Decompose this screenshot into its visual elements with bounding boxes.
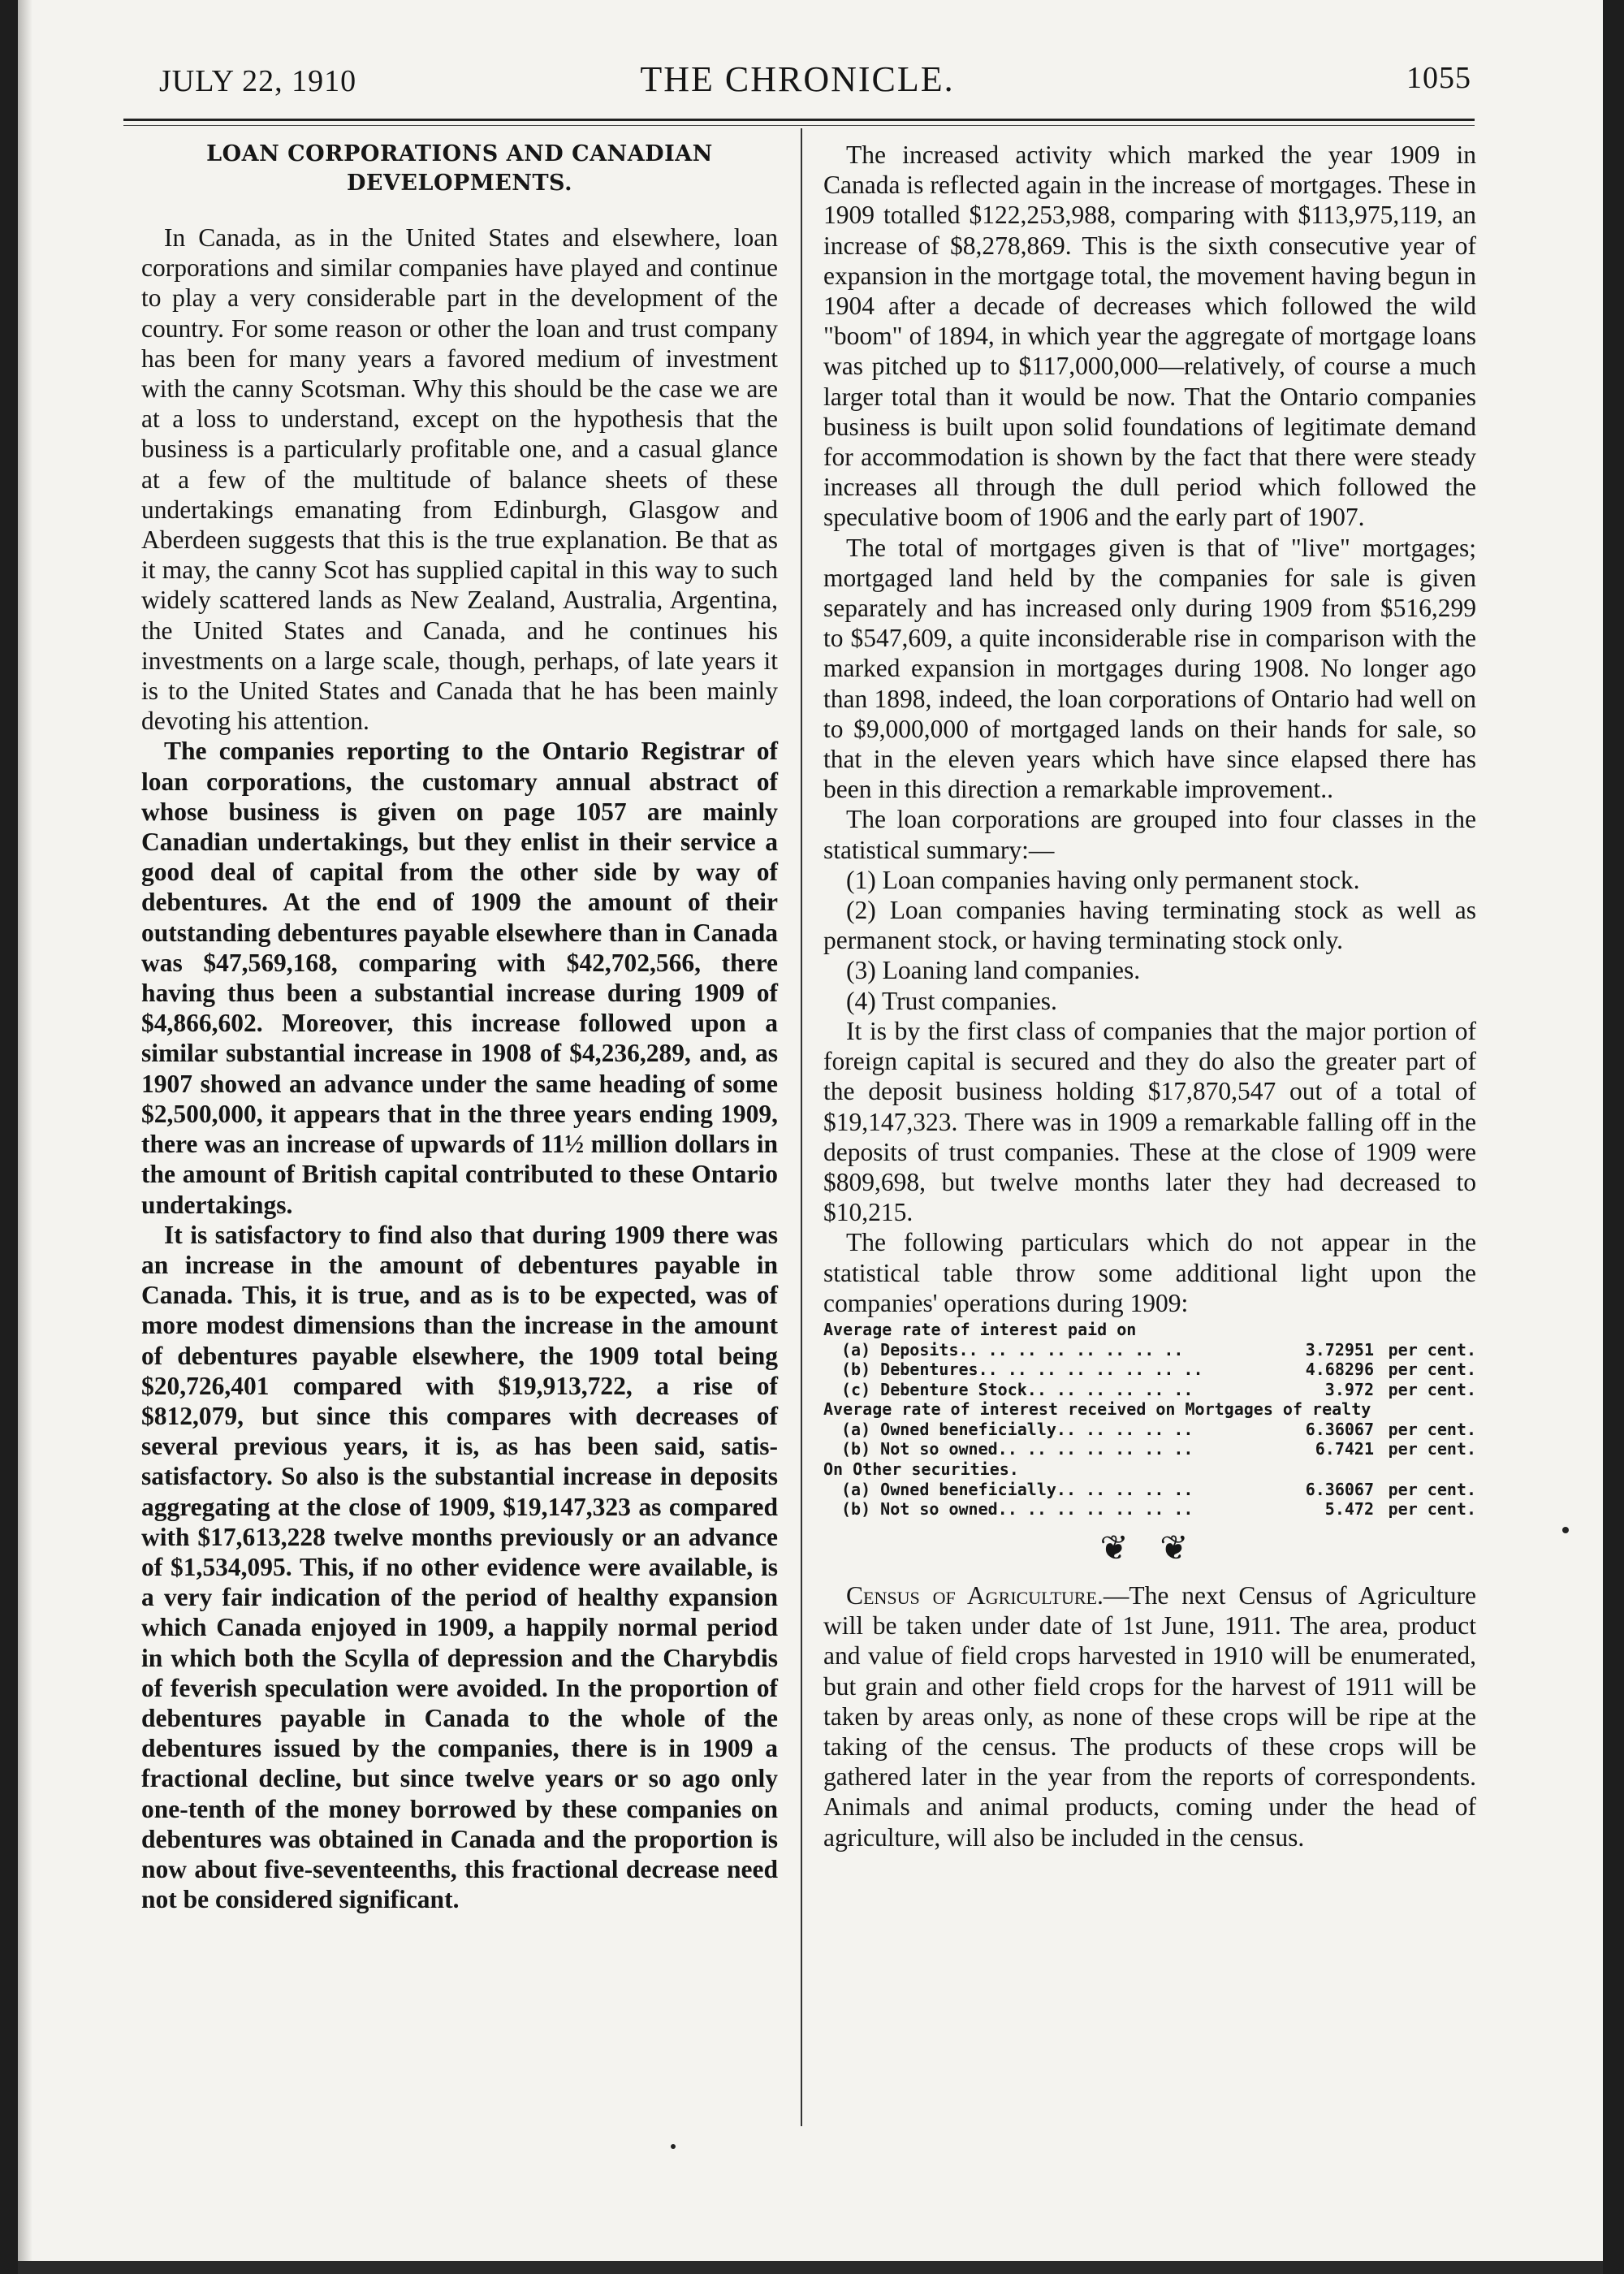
stats-row: [823, 1340, 1476, 1360]
stats-value: 3.72951: [1305, 1339, 1374, 1360]
stats-unit: per cent.: [1388, 1379, 1476, 1399]
right-column: [823, 140, 1476, 1852]
stats-unit: per cent.: [1388, 1439, 1476, 1459]
interest-rates-table: [823, 1320, 1476, 1520]
stats-heading: On Other securities.: [823, 1459, 1019, 1480]
issue-date: JULY 22, 1910: [159, 64, 357, 98]
headline-line: DEVELOPMENTS.: [346, 171, 572, 196]
headline-line: LOAN CORPORATIONS AND CANADIAN: [206, 141, 713, 166]
article-paragraph: In Canada, as in the United States and elsewhere, loan corporations and similar companies have played and continue to play a very considerable part in the development of the country. For some reason or other the loan and trust company has been for many years a favored medium of investment with the canny Scotsman. Why this should be the case we are at a loss to understand, except on the hypothesis that the business is a particularly profitable one, and a casual glance at a few of the multitude of balance sheets of these undertakings emanating from Edinburgh, Glasgow and Aberdeen suggests that this is the true explanation. Be that as it may, the canny Scot has supplied capital in this way to such widely scattered lands as New Zealand, Australia, Argentina, the United States and Canada, and he continues his investments on a large scale, though, perhaps, of late years it is to the United States and Canada that he has been mainly devoting his attention.: [141, 223, 778, 736]
left-column: [141, 140, 778, 1914]
stats-row: [823, 1380, 1476, 1400]
ornament-icon: ❦ ❦: [1099, 1529, 1200, 1567]
stats-value: 6.36067: [1305, 1419, 1374, 1439]
page-edge-shadow: [18, 0, 32, 2261]
census-title: Census of Agriculture.: [846, 1581, 1104, 1610]
article-headline: [141, 140, 778, 198]
stats-label: (a) Owned beneficially.. .. .. .. ..: [841, 1419, 1194, 1439]
bold-section: [141, 736, 778, 1914]
stats-row: [823, 1420, 1476, 1440]
stats-unit: per cent.: [1388, 1499, 1476, 1520]
stats-unit: per cent.: [1388, 1360, 1476, 1380]
stats-heading: Average rate of interest paid on: [823, 1319, 1137, 1339]
stats-heading: Average rate of interest received on Mortgages of realty: [823, 1399, 1371, 1420]
stats-unit: per cent.: [1388, 1419, 1476, 1439]
stats-row: [823, 1480, 1476, 1500]
stats-label: (a) Owned beneficially.. .. .. .. ..: [841, 1479, 1194, 1499]
page-number: 1055: [1406, 61, 1471, 95]
stats-label: (b) Not so owned.. .. .. .. .. .. ..: [841, 1499, 1194, 1520]
stats-label: (c) Debenture Stock.. .. .. .. .. ..: [841, 1379, 1194, 1399]
header-rule-thin: [123, 125, 1475, 126]
class-item: (1) Loan companies having only permanent stock.: [846, 865, 1360, 894]
census-body: —The next Census of Agriculture will be taken under date of 1st June, 1911. The area, product and value of field crops harvested in 1910 will be enumerated, but grain and other field crops for the harvest of 1911 will be taken by areas only, as none of these crops will be ripe at the taking of the census. The products of these crops will be gathered later in the year from the reports of correspondents. Animals and animal products, coming under the head of agriculture, will also be included in the census.: [823, 1581, 1476, 1852]
page-header: [123, 50, 1471, 107]
stats-row: [823, 1360, 1476, 1380]
header-rule: [123, 119, 1475, 121]
stats-unit: per cent.: [1388, 1479, 1476, 1499]
class-item: (4) Trust companies.: [846, 986, 1057, 1015]
class-item: (3) Loaning land companies.: [846, 956, 1141, 985]
article-paragraph: It is by the first class of companies that the major portion of foreign capital is secured and they do also the greater part of the deposit business holding $17,870,547 out of a total of $19,147,323. There was in 1909 a remarkable falling off in the deposits of trust companies. These at the close of 1909 were $809,698, but twelve months later they had decreased to $10,215.: [823, 1016, 1476, 1227]
ink-speck: [1562, 1527, 1569, 1533]
column-divider: [801, 128, 802, 2126]
ink-speck: [671, 2144, 676, 2149]
stats-value: 6.36067: [1305, 1479, 1374, 1499]
stats-label: (b) Not so owned.. .. .. .. .. .. ..: [841, 1439, 1194, 1459]
scan-border: [18, 2261, 1603, 2274]
stats-row: [823, 1439, 1476, 1459]
stats-label: (b) Debentures.. .. .. .. .. .. .. ..: [841, 1360, 1203, 1380]
stats-value: 5.472: [1324, 1499, 1374, 1520]
stats-value: 4.68296: [1305, 1360, 1374, 1380]
article-paragraph: The total of mortgages given is that of "live" mortgages; mortgaged land held by the companies for sale is given separately and has increased only during 1909 from $516,299 to $547,609, a quite inconsiderable rise in comparison with the marked expansion in mortgages during 1908. No longer ago than 1898, indeed, the loan corporations of Ontario had well on to $9,000,000 of mortgaged lands on their hands for sale, so that in the eleven years which have since elapsed there has been in this direction a remarkable improvement..: [823, 533, 1476, 804]
stats-row: [823, 1499, 1476, 1520]
article-paragraph: The increased activity which marked the year 1909 in Canada is reflected again in the increase of mortgages. These in 1909 totalled $122,253,988, comparing with $113,975,119, an increase of $8,278,869. This is the sixth consecutive year of expansion in the mortgage total, the movement having begun in 1904 after a decade of decreases which followed the wild "boom" of 1894, in which year the aggregate of mortgage loans was pitched up to $117,000,000—relatively, of course a much larger total than it would be now. That the Ontario companies business is built upon solid foundations of legitimate demand for accommodation is shown by the fact that there were steady increases all through the dull period which followed the speculative boom of 1906 and the early part of 1907.: [823, 141, 1476, 532]
stats-unit: per cent.: [1388, 1339, 1476, 1360]
article-paragraph: The following particulars which do not appear in the statistical table throw some additional light upon the companies' operations during 1909:: [823, 1228, 1476, 1317]
article-paragraph: The loan corporations are grouped into four classes in the statistical summary:—: [823, 805, 1476, 864]
stats-label: (a) Deposits.. .. .. .. .. .. .. ..: [841, 1339, 1184, 1360]
class-item: (2) Loan companies having terminating stock as well as permanent stock, or having terminating stock only.: [823, 896, 1476, 955]
census-paragraph: [823, 1580, 1476, 1852]
stats-value: 3.972: [1324, 1379, 1374, 1399]
publication-title: THE CHRONICLE.: [640, 59, 955, 99]
stats-value: 6.7421: [1315, 1439, 1374, 1459]
article-paragraph: The companies reporting to the Ontario Registrar of loan corporations, the customary annual abstract of whose business is given on page 1057 are mainly Canadian undertakings, but they enlist in their service a good deal of capital from the other side by way of debentures. At the end of 1909 the amount of their outstanding debentures payable elsewhere than in Canada was $47,569,168, comparing with $42,702,566, there having thus been a substantial increase during 1909 of $4,866,602. Moreover, this increase followed upon a similar substantial increase in 1908 of $4,236,289, and, as 1907 showed an advance under the same heading of some $2,500,000, it appears that in the three years ending 1909, there was an increase of upwards of 11½ million dollars in the amount of British capital contributed to these Ontario undertakings.: [141, 737, 778, 1219]
article-paragraph: It is satisfactory to find also that during 1909 there was an increase in the amount of debentures payable in Canada. This, it is true, and as is to be expected, was of more modest dimensions than the increase in the amount of debentures payable elsewhere, the 1909 total being $20,726,401 compared with $19,913,722, a rise of $812,079, but since this compares with decreases of several previous years, it is, as has been said, satis-satisfactory. So also is the substantial increase in deposits aggregating at the close of 1909, $19,147,323 as compared with $17,613,228 twelve months previously or an advance of $1,534,095. This, if no other evidence were available, is a very fair indication of the period of healthy expansion which Canada enjoyed in 1909, a happily normal period in which both the Scylla of depression and the Charybdis of feverish speculation were avoided. In the proportion of debentures payable in Canada to the whole of the debentures issued by the companies, there is in 1909 a fractional decline, but since twelve years or so ago only one-tenth of the money borrowed by these companies on debentures was obtained in Canada and the proportion is now about five-seventeenths, this fractional decrease need not be considered significant.: [141, 1220, 778, 1914]
